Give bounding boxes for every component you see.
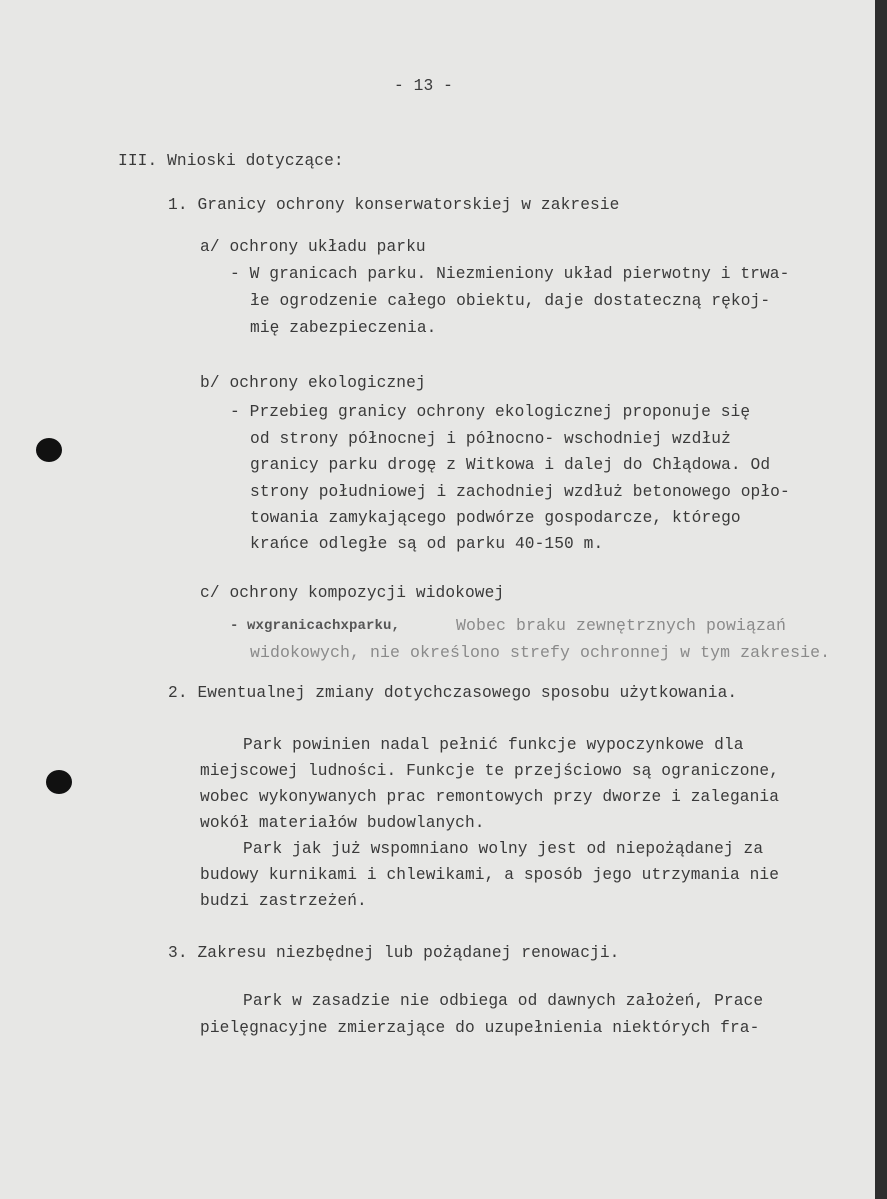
item3-title: 3. Zakresu niezbędnej lub pożądanej renowacji. (168, 944, 620, 962)
text-line: strony południowej i zachodniej wzdłuż betonowego opło- (250, 483, 790, 501)
text-line: od strony północnej i północno- wschodniej wzdłuż (250, 430, 731, 448)
text-line: wobec wykonywanych prac remontowych przy dworze i zalegania (200, 788, 780, 806)
text-line: miejscowej ludności. Funkcje te przejściowo są ograniczone, (200, 762, 780, 780)
text-line: widokowych, nie określono strefy ochronnej w tym zakresie. (250, 643, 831, 662)
text-line: Wobec braku zewnętrznych powiązań (456, 616, 787, 635)
subitem-b-title: b/ ochrony ekologicznej (200, 374, 426, 392)
item2-title: 2. Ewentualnej zmiany dotychczasowego sposobu użytkowania. (168, 684, 738, 702)
punch-hole (46, 770, 72, 794)
section-title: III. Wnioski dotyczące: (118, 152, 344, 170)
text-line: towania zamykającego podwórze gospodarcze, którego (250, 509, 741, 527)
text-line: wokół materiałów budowlanych. (200, 814, 485, 832)
item1-title: 1. Granicy ochrony konserwatorskiej w zakresie (168, 196, 620, 214)
text-line: budowy kurnikami i chlewikami, a sposób jego utrzymania nie (200, 866, 780, 884)
struck-text: - wxgranicachxparku, (230, 618, 401, 634)
text-line: Park powinien nadal pełnić funkcje wypoczynkowe dla (243, 736, 744, 754)
page-number: - 13 - (394, 77, 453, 95)
text-line: Park jak już wspomniano wolny jest od niepożądanej za (243, 840, 764, 858)
text-line: pielęgnacyjne zmierzające do uzupełnienia niektórych fra- (200, 1019, 760, 1037)
text-line: budzi zastrzeżeń. (200, 892, 367, 910)
subitem-c-title: c/ ochrony kompozycji widokowej (200, 584, 505, 602)
text-line: - Przebieg granicy ochrony ekologicznej proponuje się (230, 403, 751, 421)
text-line: mię zabezpieczenia. (250, 319, 437, 337)
text-line: - W granicach parku. Niezmieniony układ pierwotny i trwa- (230, 265, 790, 283)
subitem-a-title: a/ ochrony układu parku (200, 238, 426, 256)
text-line: krańce odległe są od parku 40-150 m. (250, 535, 604, 553)
text-line: granicy parku drogę z Witkowa i dalej do Chłądowa. Od (250, 456, 771, 474)
scan-edge (875, 0, 887, 1199)
punch-hole (36, 438, 62, 462)
text-line: Park w zasadzie nie odbiega od dawnych założeń, Prace (243, 992, 764, 1010)
text-line: łe ogrodzenie całego obiektu, daje dostateczną rękoj- (250, 292, 771, 310)
